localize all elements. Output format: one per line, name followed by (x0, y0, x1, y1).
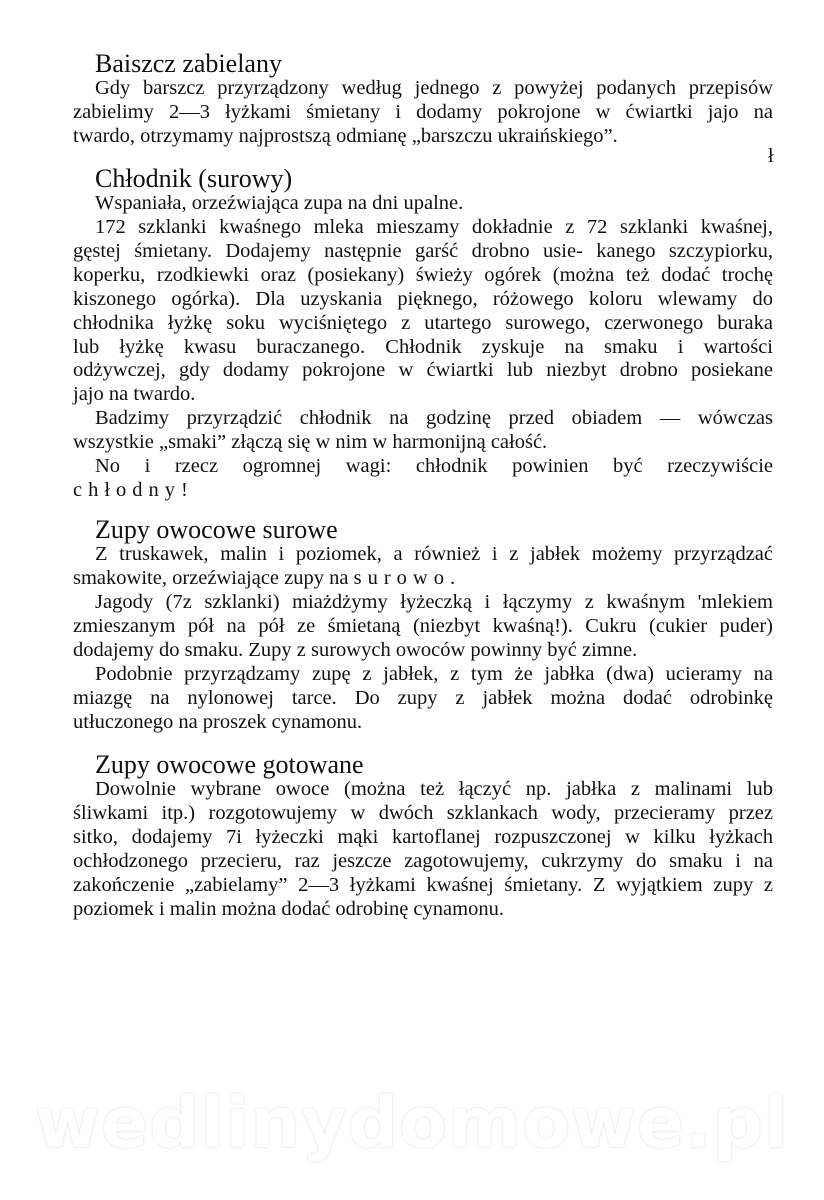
stray-mark: ł (768, 145, 774, 167)
paragraph-line: 172 szklanki kwaśnego mleka mieszamy dokładnie z 72 szklanki kwaśnej, (95, 216, 773, 238)
paragraph-line: Podobnie przyrządzamy zupę z jabłek, z tym że jabłka (dwa) ucieramy na (95, 663, 773, 685)
paragraph-line: wszystkie „smaki” złączą się w nim w harmonijną całość. (73, 431, 548, 453)
paragraph-line: ochłodzonego przecieru, raz jeszcze zagotowujemy, cukrzymy do smaku i na (73, 850, 773, 872)
section-heading-zupy-surowe: Zupy owocowe surowe (95, 515, 338, 544)
section-heading-barszcz: Baiszcz zabielany (95, 49, 282, 78)
paragraph-line: Z truskawek, malin i poziomek, a również i z jabłek możemy przyrządzać (95, 543, 773, 565)
paragraph-line: koperku, rzodkiewki oraz (posiekany) świeży ogórek (można też dodać trochę (73, 264, 773, 286)
paragraph-line: gęstej śmietany. Dodajemy następnie garść drobno usie- kanego szczypiorku, (73, 240, 773, 262)
paragraph-line: poziomek i malin można dodać odrobinę cynamonu. (73, 898, 504, 920)
paragraph-line: lub łyżkę kwasu buraczanego. Chłodnik zyskuje na smaku i wartości (73, 336, 773, 358)
spaced-word: surowo. (353, 567, 462, 589)
paragraph-line: odżywczej, gdy dodamy pokrojone w ćwiartki lub niezbyt drobno posiekane (73, 359, 773, 381)
paragraph-line: zmieszanym pół na pół ze śmietaną (niezbyt kwaśną!). Cukru (cukier puder) (73, 615, 773, 637)
paragraph-line: Gdy barszcz przyrządzony według jednego z powyżej podanych przepisów (95, 77, 773, 99)
paragraph-line: Badzimy przyrządzić chłodnik na godzinę przed obiadem — wówczas (95, 407, 773, 429)
paragraph-line: śliwkami itp.) rozgotowujemy w dwóch szklankach wody, przecieramy przez (73, 802, 773, 824)
paragraph-line: sitko, dodajemy 7i łyżeczki mąki kartoflanej rozpuszczonej w kilku łyżkach (73, 826, 773, 848)
watermark: wedlinydomowe.pl (35, 1082, 789, 1164)
paragraph-line: chłodnika łyżkę soku wyciśniętego z utartego surowego, czerwonego buraka (73, 312, 773, 334)
paragraph-line: Wspaniała, orzeźwiająca zupa na dni upalne. (95, 192, 464, 214)
paragraph-line (73, 567, 773, 590)
section-heading-chlodnik: Chłodnik (surowy) (95, 164, 293, 193)
paragraph-text: smakowite, orzeźwiające zupy na (73, 567, 354, 589)
section-heading-zupy-gotowane: Zupy owocowe gotowane (95, 750, 364, 779)
paragraph-line: utłuczonego na proszek cynamonu. (73, 711, 363, 733)
paragraph-line: kiszonego ogórka). Dla uzyskania pięknego, różowego koloru wlewamy do (73, 288, 773, 310)
paragraph-line: jajo na twardo. (73, 383, 196, 405)
paragraph-line: zabielimy 2—3 łyżkami śmietany i dodamy pokrojone w ćwiartki jajo na (73, 101, 773, 123)
paragraph-line: miazgę na nylonowej tarce. Do zupy z jabłek można dodać odrobinkę (73, 687, 773, 709)
paragraph-line: dodajemy do smaku. Zupy z surowych owoców powinny być zimne. (73, 639, 638, 661)
paragraph-line: chłodny! (73, 479, 194, 501)
paragraph-line: No i rzecz ogromnej wagi: chłodnik powinien być rzeczywiście (95, 455, 773, 477)
paragraph-line: twardo, otrzymamy najprostszą odmianę „barszczu ukraińskiego”. (73, 125, 618, 147)
paragraph-line: Jagody (7z szklanki) miażdżymy łyżeczką i łączymy z kwaśnym 'mlekiem (95, 591, 773, 613)
paragraph-line: zakończenie „zabielamy” 2—3 łyżkami kwaśnej śmietany. Z wyjątkiem zupy z (73, 874, 773, 896)
paragraph-line: Dowolnie wybrane owoce (można też łączyć np. jabłka z malinami lub (95, 778, 773, 800)
